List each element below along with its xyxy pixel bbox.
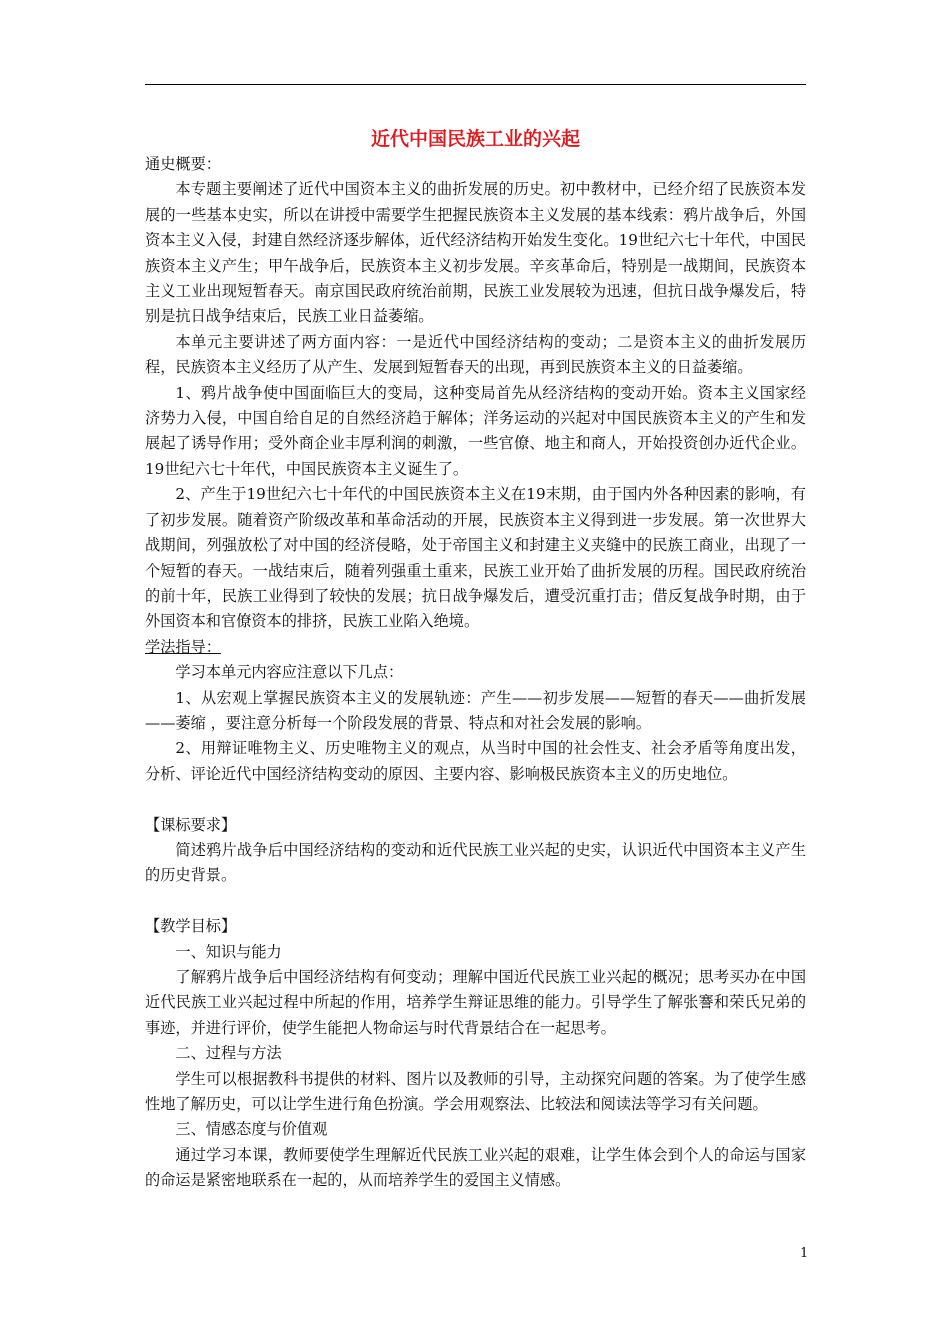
section-spacer (145, 889, 806, 914)
paragraph: 学习本单元内容应注意以下几点： (175, 663, 404, 682)
page-number: 1 (800, 1246, 809, 1261)
paragraph: 2、产生于19世纪六七十年代的中国民族资本主义在19末期，由于国内外各种因素的影响，有了初步发展。随着资产阶级改革和革命活动的开展，民族资本主义得到进一步发展。第一次世界大战期间，列强放松了对中国的经济侵略，处于帝国主义和封建主义夹缝中的民族工商业，出现了一个短暂的春天。一战结束后，随着列强重土重来，民族工业开始了曲折发展的历程。国民政府统治的前十年，民族工业得到了较快的发展；抗日战争爆发后，遭受沉重打击；借反复战争时期，由于外国资本和官僚资本的排挤，民族工业陷入绝境。 (145, 485, 806, 631)
subheading: 二、过程与方法 (175, 1044, 282, 1063)
paragraph: 学生可以根据教科书提供的材料、图片以及教师的引导，主动探究问题的答案。为了使学生感性地了解历史，可以让学生进行角色扮演。学会用观察法、比较法和阅读法等学习有关问题。 (145, 1069, 806, 1113)
paragraph: 本专题主要阐述了近代中国资本主义的曲折发展的历史。初中教材中，已经介绍了民族资本发展的一些基本史实，所以在讲授中需要学生把握民族资本主义发展的基本线索：鸦片战争后，外国资本主义入侵，封建自然经济逐步解体，近代经济结构开始发生变化。19世纪六七十年代，中国民族资本主义产生；甲午战争后，民族资本主义初步发展。辛亥革命后，特别是一战期间，民族资本主义工业出现短暂春天。南京国民政府统治前期，民族工业发展较为迅速，但抗日战争爆发后，特别是抗日战争结束后，民族工业日益萎缩。 (145, 180, 806, 326)
paragraph: 简述鸦片战争后中国经济结构的变动和近代民族工业兴起的史实，认识近代中国资本主义产生的历史背景。 (145, 840, 806, 885)
section-heading-study-guide (145, 635, 806, 660)
paragraph: 通过学习本课，教师要使学生理解近代民族工业兴起的艰难，让学生体会到个人的命运与国家的命运是紧密地联系在一起的，从而培养学生的爱国主义情感。 (145, 1145, 806, 1190)
subheading: 三、情感态度与价值观 (175, 1120, 328, 1139)
section-heading-teaching-goals: 【教学目标】 (145, 917, 237, 936)
section-heading-overview: 通史概要： (145, 155, 221, 173)
paragraph: 2、用辩证唯物主义、历史唯物主义的观点，从当时中国的社会性支、社会矛盾等角度出发，分析、评论近代中国经济结构变动的原因、主要内容、影响极民族资本主义的历史地位。 (145, 739, 806, 783)
section-spacer (145, 787, 806, 812)
paragraph: 1、鸦片战争使中国面临巨大的变局，这种变局首先从经济结构的变动开始。资本主义国家经济势力入侵，中国自给自足的自然经济趋于解体；洋务运动的兴起对中国民族资本主义的产生和发展起了诱导作用；受外商企业丰厚利润的刺激，一些官僚、地主和商人，开始投资创办近代企业。19世纪六七十年代，中国民族资本主义诞生了。 (145, 383, 806, 478)
page-title: 近代中国民族工业的兴起 (370, 128, 580, 150)
study-guide-heading-text: 学法指导： (145, 637, 221, 656)
paragraph: 1、从宏观上掌握民族资本主义的发展轨迹：产生——初步发展——短暂的春天——曲折发展——萎缩 ，要注意分析每一个阶段发展的背景、特点和对社会发展的影响。 (145, 688, 806, 732)
subheading: 一、知识与能力 (175, 942, 282, 961)
header-rule (145, 84, 806, 85)
section-heading-curriculum-standard: 【课标要求】 (145, 815, 237, 834)
paragraph: 了解鸦片战争后中国经济结构有何变动；理解中国近代民族工业兴起的概况；思考买办在中国近代民族工业兴起过程中所起的作用，培养学生辩证思维的能力。引导学生了解张謇和荣氏兄弟的事迹，并进行评价，使学生能把人物命运与时代背景结合在一起思考。 (145, 967, 806, 1037)
paragraph: 本单元主要讲述了两方面内容：一是近代中国经济结构的变动；二是资本主义的曲折发展历程，民族资本主义经历了从产生、发展到短暂春天的出现，再到民族资本主义的日益萎缩。 (145, 332, 806, 377)
document-body (145, 126, 806, 1194)
